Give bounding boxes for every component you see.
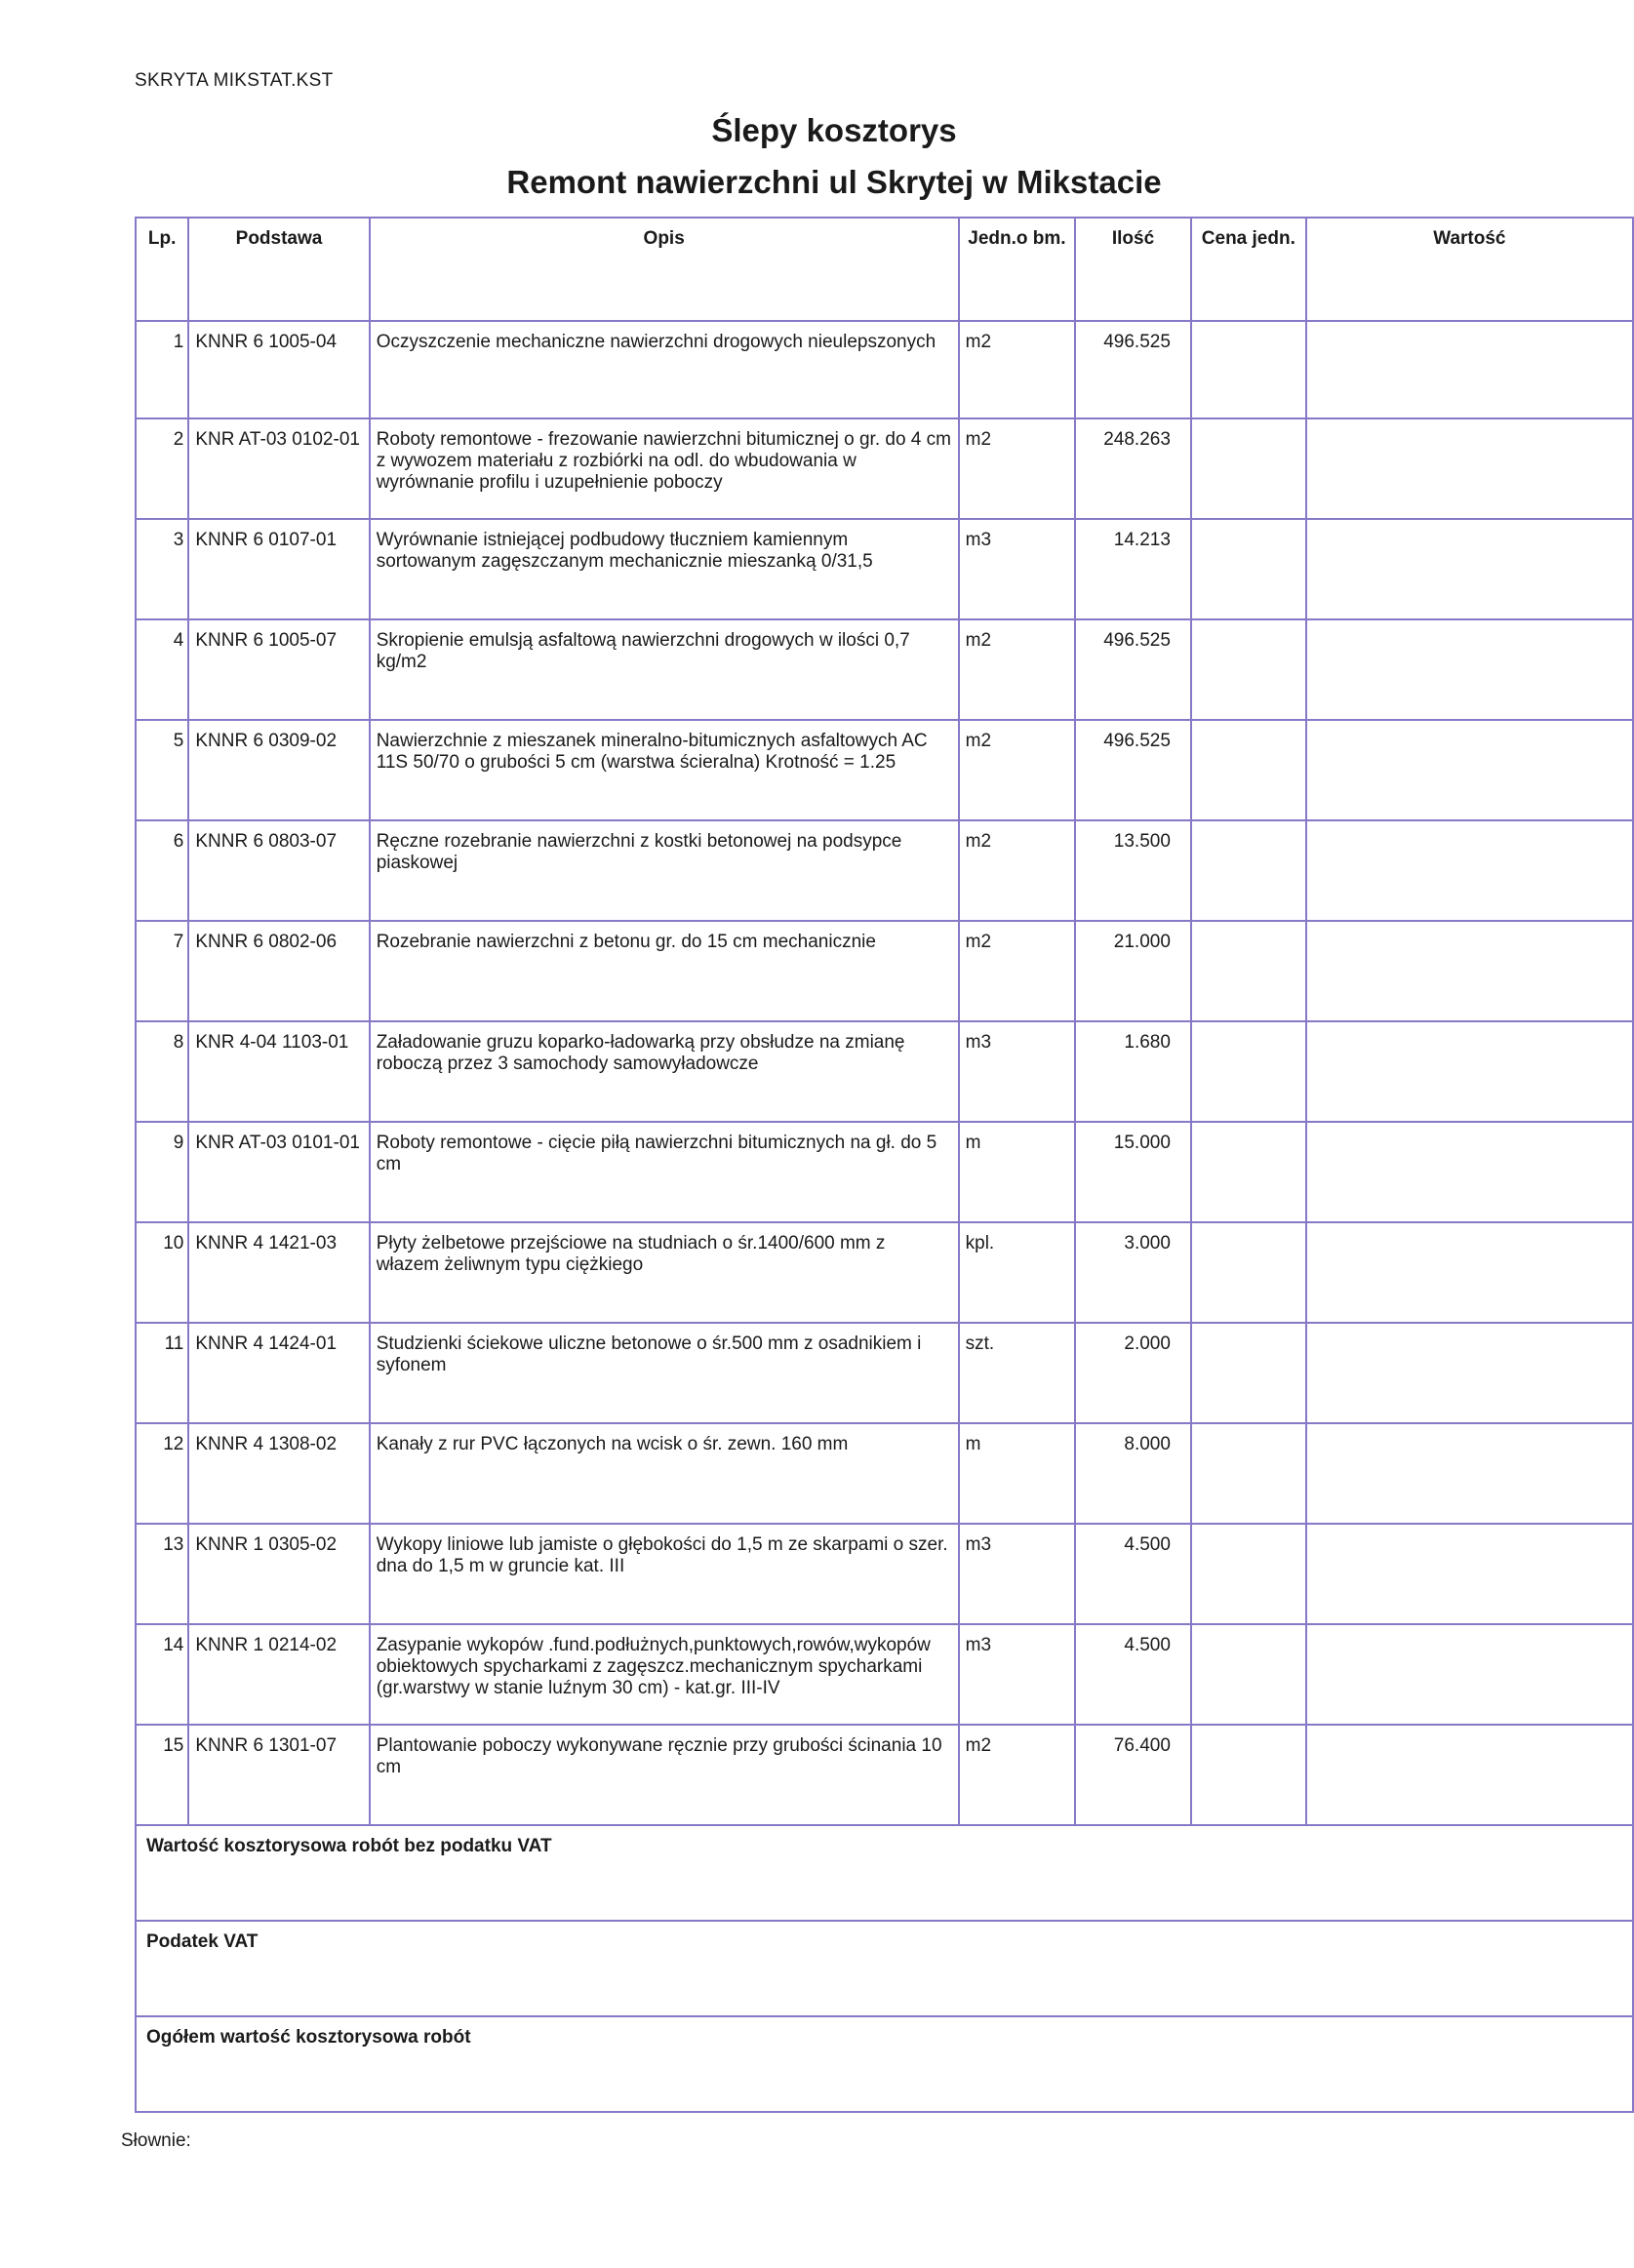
header-lp: Lp. xyxy=(136,218,188,321)
cell-lp: 8 xyxy=(136,1021,188,1122)
cell-podstawa: KNNR 6 0803-07 xyxy=(188,820,369,921)
file-name: SKRYTA MIKSTAT.KST xyxy=(135,70,334,91)
table-header-row xyxy=(136,218,1633,321)
cell-cena xyxy=(1191,1524,1306,1624)
cell-podstawa: KNR AT-03 0101-01 xyxy=(188,1122,369,1222)
cell-podstawa: KNNR 4 1424-01 xyxy=(188,1323,369,1423)
cell-opis: Załadowanie gruzu koparko-ładowarką przy obsłudze na zmianę roboczą przez 3 samochody samowyładowcze xyxy=(370,1021,959,1122)
document-subtitle: Remont nawierzchni ul Skrytej w Mikstacie xyxy=(506,164,1162,200)
cell-jedn: m xyxy=(959,1423,1076,1524)
cell-wartosc xyxy=(1306,1624,1633,1725)
cell-podstawa: KNNR 6 0309-02 xyxy=(188,720,369,820)
cell-wartosc xyxy=(1306,1222,1633,1323)
cell-podstawa: KNNR 6 0802-06 xyxy=(188,921,369,1021)
header-podstawa: Podstawa xyxy=(188,218,369,321)
cell-jedn: m xyxy=(959,1122,1076,1222)
cell-wartosc xyxy=(1306,720,1633,820)
summary-row-net xyxy=(136,1825,1633,1921)
cell-ilosc: 1.680 xyxy=(1075,1021,1191,1122)
cell-lp: 13 xyxy=(136,1524,188,1624)
cell-ilosc: 13.500 xyxy=(1075,820,1191,921)
cell-cena xyxy=(1191,1725,1306,1825)
cost-estimate-table-wrapper xyxy=(135,217,1634,2113)
cell-jedn: m3 xyxy=(959,519,1076,619)
cell-ilosc: 14.213 xyxy=(1075,519,1191,619)
cell-opis: Skropienie emulsją asfaltową nawierzchni drogowych w ilości 0,7 kg/m2 xyxy=(370,619,959,720)
summary-row-vat xyxy=(136,1921,1633,2016)
table-row xyxy=(136,921,1633,1021)
cell-wartosc xyxy=(1306,619,1633,720)
cell-cena xyxy=(1191,418,1306,519)
table-row xyxy=(136,1122,1633,1222)
cell-jedn: m2 xyxy=(959,921,1076,1021)
cell-lp: 7 xyxy=(136,921,188,1021)
table-row xyxy=(136,1222,1633,1323)
cell-jedn: m2 xyxy=(959,418,1076,519)
cell-jedn: szt. xyxy=(959,1323,1076,1423)
cell-podstawa: KNNR 6 1005-07 xyxy=(188,619,369,720)
cell-lp: 3 xyxy=(136,519,188,619)
table-row xyxy=(136,820,1633,921)
summary-net-label: Wartość kosztorysowa robót bez podatku VAT xyxy=(136,1825,1633,1921)
cell-lp: 14 xyxy=(136,1624,188,1725)
cell-jedn: m3 xyxy=(959,1624,1076,1725)
cell-opis: Roboty remontowe - frezowanie nawierzchni bitumicznej o gr. do 4 cm z wywozem materiału z rozbiórki na odl. do wbudowania w wyrównanie profilu i uzupełnienie poboczy xyxy=(370,418,959,519)
cell-opis: Kanały z rur PVC łączonych na wcisk o śr. zewn. 160 mm xyxy=(370,1423,959,1524)
summary-vat-label: Podatek VAT xyxy=(136,1921,1633,2016)
cell-cena xyxy=(1191,1021,1306,1122)
cell-podstawa: KNNR 6 0107-01 xyxy=(188,519,369,619)
cell-podstawa: KNNR 6 1301-07 xyxy=(188,1725,369,1825)
cell-wartosc xyxy=(1306,1524,1633,1624)
cell-ilosc: 2.000 xyxy=(1075,1323,1191,1423)
cell-lp: 11 xyxy=(136,1323,188,1423)
cell-lp: 15 xyxy=(136,1725,188,1825)
cell-cena xyxy=(1191,1323,1306,1423)
table-row xyxy=(136,619,1633,720)
table-row xyxy=(136,418,1633,519)
cell-opis: Studzienki ściekowe uliczne betonowe o śr.500 mm z osadnikiem i syfonem xyxy=(370,1323,959,1423)
cell-lp: 2 xyxy=(136,418,188,519)
cell-jedn: m3 xyxy=(959,1021,1076,1122)
cell-wartosc xyxy=(1306,1122,1633,1222)
cell-wartosc xyxy=(1306,820,1633,921)
cell-podstawa: KNNR 4 1308-02 xyxy=(188,1423,369,1524)
table-body xyxy=(136,321,1633,1825)
cell-jedn: m2 xyxy=(959,321,1076,418)
cell-lp: 4 xyxy=(136,619,188,720)
cell-jedn: m2 xyxy=(959,619,1076,720)
cell-lp: 1 xyxy=(136,321,188,418)
cell-podstawa: KNR 4-04 1103-01 xyxy=(188,1021,369,1122)
header-ilosc: Ilość xyxy=(1075,218,1191,321)
cell-cena xyxy=(1191,1624,1306,1725)
cell-cena xyxy=(1191,321,1306,418)
cell-opis: Rozebranie nawierzchni z betonu gr. do 15 cm mechanicznie xyxy=(370,921,959,1021)
cell-ilosc: 8.000 xyxy=(1075,1423,1191,1524)
slownie-label: Słownie: xyxy=(121,2130,191,2151)
cell-opis: Plantowanie poboczy wykonywane ręcznie przy grubości ścinania 10 cm xyxy=(370,1725,959,1825)
cell-lp: 12 xyxy=(136,1423,188,1524)
cell-wartosc xyxy=(1306,1021,1633,1122)
cell-ilosc: 248.263 xyxy=(1075,418,1191,519)
cell-ilosc: 496.525 xyxy=(1075,619,1191,720)
cell-ilosc: 76.400 xyxy=(1075,1725,1191,1825)
cell-wartosc xyxy=(1306,1423,1633,1524)
cell-ilosc: 496.525 xyxy=(1075,321,1191,418)
cell-wartosc xyxy=(1306,418,1633,519)
cell-cena xyxy=(1191,619,1306,720)
cell-lp: 6 xyxy=(136,820,188,921)
table-row xyxy=(136,720,1633,820)
cell-jedn: m2 xyxy=(959,820,1076,921)
cell-cena xyxy=(1191,1222,1306,1323)
cell-cena xyxy=(1191,1423,1306,1524)
cell-ilosc: 4.500 xyxy=(1075,1524,1191,1624)
cell-lp: 9 xyxy=(136,1122,188,1222)
cell-podstawa: KNR AT-03 0102-01 xyxy=(188,418,369,519)
cell-cena xyxy=(1191,720,1306,820)
cell-podstawa: KNNR 1 0305-02 xyxy=(188,1524,369,1624)
cell-ilosc: 21.000 xyxy=(1075,921,1191,1021)
document-title: Ślepy kosztorys xyxy=(711,112,957,148)
cost-estimate-table xyxy=(135,217,1634,2113)
cell-ilosc: 4.500 xyxy=(1075,1624,1191,1725)
cell-lp: 5 xyxy=(136,720,188,820)
header-opis: Opis xyxy=(370,218,959,321)
cell-opis: Wyrównanie istniejącej podbudowy tłuczniem kamiennym sortowanym zagęszczanym mechanicznie mieszanką 0/31,5 xyxy=(370,519,959,619)
cell-opis: Nawierzchnie z mieszanek mineralno-bitumicznych asfaltowych AC 11S 50/70 o grubości 5 cm (warstwa ścieralna) Krotność = 1.25 xyxy=(370,720,959,820)
cell-wartosc xyxy=(1306,1323,1633,1423)
cell-jedn: m2 xyxy=(959,720,1076,820)
cell-ilosc: 496.525 xyxy=(1075,720,1191,820)
cell-opis: Zasypanie wykopów .fund.podłużnych,punktowych,rowów,wykopów obiektowych spycharkami z zagęszcz.mechanicznym spycharkami (gr.warstwy w stanie luźnym 30 cm) - kat.gr. III-IV xyxy=(370,1624,959,1725)
table-row xyxy=(136,1524,1633,1624)
cell-opis: Płyty żelbetowe przejściowe na studniach o śr.1400/600 mm z włazem żeliwnym typu ciężkiego xyxy=(370,1222,959,1323)
table-row xyxy=(136,1725,1633,1825)
cell-ilosc: 3.000 xyxy=(1075,1222,1191,1323)
table-row xyxy=(136,1021,1633,1122)
cell-wartosc xyxy=(1306,321,1633,418)
cell-cena xyxy=(1191,1122,1306,1222)
header-wartosc: Wartość xyxy=(1306,218,1633,321)
cell-opis: Roboty remontowe - cięcie piłą nawierzchni bitumicznych na gł. do 5 cm xyxy=(370,1122,959,1222)
table-row xyxy=(136,1423,1633,1524)
cell-lp: 10 xyxy=(136,1222,188,1323)
cell-podstawa: KNNR 4 1421-03 xyxy=(188,1222,369,1323)
cell-jedn: m3 xyxy=(959,1524,1076,1624)
cell-podstawa: KNNR 6 1005-04 xyxy=(188,321,369,418)
cell-opis: Ręczne rozebranie nawierzchni z kostki betonowej na podsypce piaskowej xyxy=(370,820,959,921)
cell-opis: Wykopy liniowe lub jamiste o głębokości do 1,5 m ze skarpami o szer. dna do 1,5 m w gruncie kat. III xyxy=(370,1524,959,1624)
cell-wartosc xyxy=(1306,519,1633,619)
cell-opis: Oczyszczenie mechaniczne nawierzchni drogowych nieulepszonych xyxy=(370,321,959,418)
table-row xyxy=(136,1323,1633,1423)
cell-jedn: kpl. xyxy=(959,1222,1076,1323)
cell-podstawa: KNNR 1 0214-02 xyxy=(188,1624,369,1725)
table-row xyxy=(136,1624,1633,1725)
cell-jedn: m2 xyxy=(959,1725,1076,1825)
header-cena: Cena jedn. xyxy=(1191,218,1306,321)
cell-cena xyxy=(1191,820,1306,921)
cell-wartosc xyxy=(1306,921,1633,1021)
table-row xyxy=(136,519,1633,619)
cell-cena xyxy=(1191,519,1306,619)
summary-total-label: Ogółem wartość kosztorysowa robót xyxy=(136,2016,1633,2112)
cell-wartosc xyxy=(1306,1725,1633,1825)
table-row xyxy=(136,321,1633,418)
header-jedn: Jedn.o bm. xyxy=(959,218,1076,321)
cell-cena xyxy=(1191,921,1306,1021)
summary-row-total xyxy=(136,2016,1633,2112)
cell-ilosc: 15.000 xyxy=(1075,1122,1191,1222)
